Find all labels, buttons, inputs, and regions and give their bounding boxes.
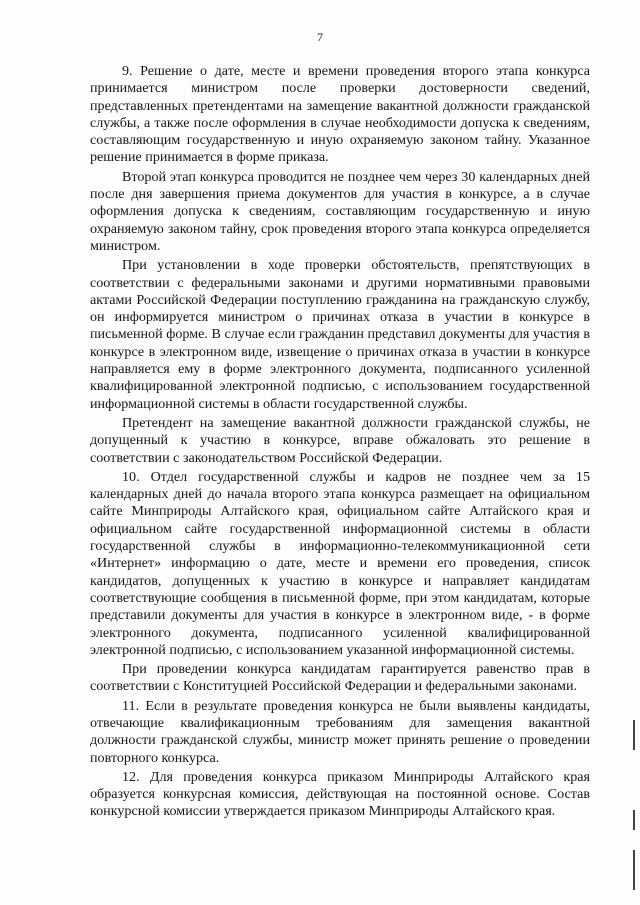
paragraph-10: 10. Отдел государственной службы и кадров не позднее чем за 15 календарных дней до начала второго этапа конкурса размещает на официальном сайте Минприроды Алтайского края, официальном сайте Алтайского края и официальном сайте государственной информационной системы в области государственной службы в информационно-телекоммуникационной сети «Интернет» информацию о дате, месте и времени его проведения, список кандидатов, допущенных к участию в конкурсе и направляет кандидатам соответствующие сообщения в письменной форме, при этом кандидатам, которые представили документы для участия в конкурсе в электронном виде, - в форме электронного документа, подписанного усиленной квалифицированной электронной подписью, с использованием указанной информационной системы. bbox=[90, 468, 590, 658]
paragraph-second-stage: Второй этап конкурса проводится не позднее чем через 30 календарных дней после дня завершения приема документов для участия в конкурсе, а в случае оформления допуска к сведениям, составляющим государственную и иную охраняемую законом тайну, срок проведения второго этапа конкурса определяется министром. bbox=[90, 168, 590, 254]
paragraph-9: 9. Решение о дате, месте и времени проведения второго этапа конкурса принимается министром после проверки достоверности сведений, представленных претендентами на замещение вакантной должности гражданской службы, а также после оформления в случае необходимости допуска к сведениям, составляющим государственную и иную охраняемую законом тайну. Указанное решение принимается в форме приказа. bbox=[90, 63, 590, 166]
document-body bbox=[90, 63, 590, 823]
paragraph-equality: При проведении конкурса кандидатам гарантируется равенство прав в соответствии с Конституцией Российской Федерации и федеральными законами. bbox=[90, 661, 590, 695]
paragraph-refusal: При установлении в ходе проверки обстоятельств, препятствующих в соответствии с федеральными законами и другими нормативными правовыми актами Российской Федерации поступлению гражданина на гражданскую службу, он информируется министром о причинах отказа в участии в конкурсе в письменной форме. В случае если гражданин представил документы для участия в конкурсе в электронном виде, извещение о причинах отказа в участии в конкурсе направляется ему в форме электронного документа, подписанного усиленной квалифицированной электронной подписью, с использованием государственной информационной системы в области государственной службы. bbox=[90, 257, 590, 412]
scan-edge-marks bbox=[633, 700, 636, 900]
page-number: 7 bbox=[317, 30, 323, 44]
paragraph-11: 11. Если в результате проведения конкурса не были выявлены кандидаты, отвечающие квалификационным требованиям для замещения вакантной должности гражданской службы, министр может принять решение о проведении повторного конкурса. bbox=[90, 697, 590, 766]
paragraph-12: 12. Для проведения конкурса приказом Минприроды Алтайского края образуется конкурсная комиссия, действующая на постоянной основе. Состав конкурсной комиссии утверждается приказом Минприроды Алтайского края. bbox=[90, 768, 590, 820]
paragraph-appeal: Претендент на замещение вакантной должности гражданской службы, не допущенный к участию в конкурсе, вправе обжаловать это решение в соответствии с законодательством Российской Федерации. bbox=[90, 414, 590, 466]
